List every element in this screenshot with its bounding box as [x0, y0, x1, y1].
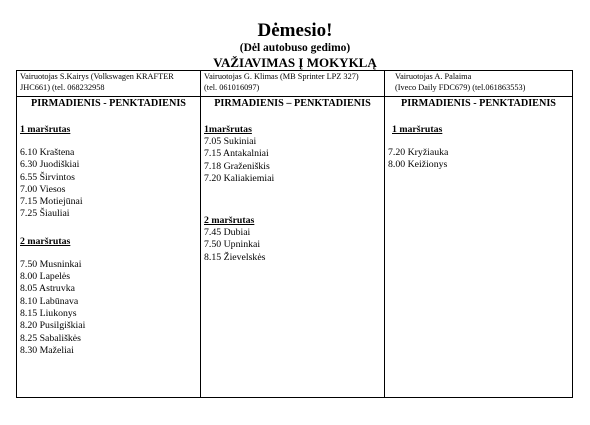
schedule-cell-2: [201, 97, 385, 398]
stop-item: 8.30 Maželiai: [20, 344, 74, 356]
stop-item: 7.50 Upninkai: [204, 239, 261, 251]
stop-item: 7.20 Kaliakiemiai: [204, 172, 275, 184]
stop-item: 7.18 Graženiškis: [204, 160, 270, 172]
stop-item: 6.55 Širvintos: [20, 171, 75, 183]
stop-item: 7.20 Kryžiauka: [388, 147, 449, 158]
route-name: 1 maršrutas: [20, 124, 71, 135]
stop-item: 8.15 Liukonys: [20, 307, 77, 319]
driver-3-line2: (Iveco Daily FDC679) (tel.061863553): [395, 82, 526, 92]
stop-item: 7.50 Musninkai: [20, 258, 82, 270]
schedule-row: [17, 97, 573, 398]
driver-3-line1: Vairuotojas A. Palaima: [395, 72, 472, 81]
schedule-cell-3: [385, 97, 573, 398]
stop-item: 6.10 Kraštena: [20, 147, 75, 158]
stop-item: 6.30 Juodiškiai: [20, 159, 80, 171]
route-name: 1maršrutas: [204, 124, 252, 135]
days-label-3: PIRMADIENIS - PENKTADIENIS: [401, 98, 556, 109]
notice-subtitle: (Dėl autobuso gedimo): [239, 42, 351, 54]
stop-item: 8.00 Keižionys: [388, 159, 448, 171]
stop-item: 8.00 Lapelės: [20, 271, 71, 283]
driver-2-line2: (tel. 061016097): [204, 82, 260, 92]
stop-item: 8.15 Žievelskės: [204, 251, 266, 263]
driver-cell-1: [17, 71, 201, 97]
stop-item: 8.25 Sabališkės: [20, 332, 81, 344]
stop-item: 8.10 Labūnava: [20, 295, 79, 307]
stop-item: 7.25 Šiauliai: [20, 208, 70, 220]
driver-2-line1: Vairuotojas G. Klimas (MB Sprinter LPZ 327): [204, 72, 359, 81]
schedule-cell-1: [17, 97, 201, 398]
days-label-2: PIRMADIENIS – PENKTADIENIS: [214, 98, 371, 109]
driver-1-line2: JHC661) (tel. 068232958: [20, 82, 105, 92]
stop-item: 7.15 Motiejūnai: [20, 196, 83, 208]
notice-heading: VAŽIAVIMAS Į MOKYKLĄ: [213, 55, 377, 70]
driver-cell-3: [385, 71, 573, 97]
driver-1-line1: Vairuotojas S.Kairys (Volkswagen KRAFTER: [20, 72, 174, 81]
driver-row: [17, 71, 573, 97]
stop-item: 7.00 Viesos: [20, 183, 66, 195]
notice-title: Dėmesio!: [257, 20, 333, 41]
stop-item: 7.15 Antakalniai: [204, 148, 269, 160]
stop-item: 8.05 Astruvka: [20, 283, 75, 295]
days-label-1: PIRMADIENIS - PENKTADIENIS: [31, 98, 186, 109]
stop-item: 7.05 Sukiniai: [204, 136, 257, 147]
stop-item: 8.20 Pusilgiškiai: [20, 320, 86, 332]
route-name: 2 maršrutas: [204, 215, 255, 227]
driver-cell-2: [201, 71, 385, 97]
route-name: 1 maršrutas: [392, 124, 443, 135]
route-name: 2 maršrutas: [20, 235, 71, 247]
schedule-table: [16, 70, 573, 398]
stop-item: 7.45 Dubiai: [204, 227, 251, 239]
